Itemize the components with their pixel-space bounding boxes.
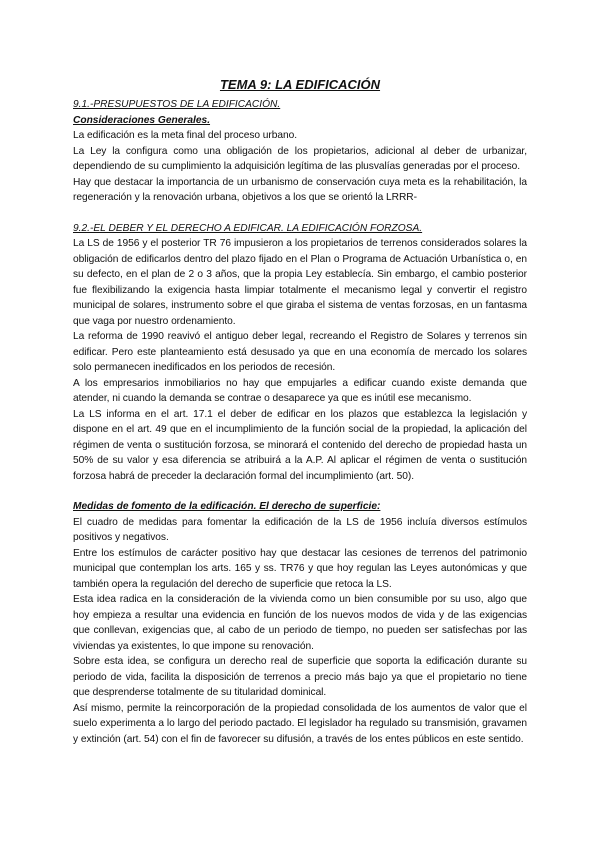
paragraph: La LS de 1956 y el posterior TR 76 impusieron a los propietarios de terrenos considerados solares la obligación de edificarlos dentro del plazo fijado en el Plan o Programa de Actuación Urbanística o, en su defecto, en el plan de 2 o 3 años, que la propia Ley establecía. Sin embargo, el cambio posterior fue flexibilizando la exigencia hasta limpiar totalmente el mecanismo legal y convertir el registro municipal de solares, instrumento sobre el que giraba el sistema de ventas forzosas, en un fantasma que vaga por nuestro ordenamiento. <box>73 238 527 327</box>
page-title: TEMA 9: LA EDIFICACIÓN <box>219 77 381 92</box>
document-body <box>73 76 527 747</box>
paragraph: Esta idea radica en la consideración de la vivienda como un bien consumible por su uso, algo que hoy empieza a resultar una evidencia en función de los nuevos modos de vida y de las exigencias que conllevan, exigencias que, al cabo de un periodo de tiempo, no pueden ser satisfechas por las viviendas ya existentes, lo que impone su renovación. <box>73 594 527 652</box>
subheading-medidas-fomento: Medidas de fomento de la edificación. El derecho de superficie: <box>73 501 381 512</box>
spacer <box>73 206 527 221</box>
paragraph: Entre los estímulos de carácter positivo hay que destacar las cesiones de terrenos del patrimonio municipal que contemplan los arts. 165 y ss. TR76 y que hoy regulan las Leyes autonómicas y que también opera la regulación del derecho de superficie que retoca la LS. <box>73 547 527 590</box>
paragraph: La LS informa en el art. 17.1 el deber de edificar en los plazos que establezca la legislación y dispone en el art. 49 que en el incumplimiento de la función social de la propiedad, la aplicación del régimen de venta o sustitución forzosa, se minorará el contenido del derecho de propiedad hasta un 50% de su valor y esa diferencia se atribuirá a la A.P. Al aplicar el régimen de venta o sustitución forzosa habrá de preceder la declaración formal del incumplimiento (art. 50). <box>73 408 527 482</box>
paragraph: A los empresarios inmobiliarios no hay que empujarles a edificar cuando existe demanda que atender, ni cuando la demanda se contrae o desaparece ya que es inútil ese mecanismo. <box>73 377 527 404</box>
subheading-consideraciones: Consideraciones Generales. <box>73 114 211 126</box>
paragraph: Hay que destacar la importancia de un urbanismo de conservación cuya meta es la rehabilitación, la regeneración y la renovación urbana, objetivos a los que se orientó la LRRR- <box>73 176 527 203</box>
paragraph: La reforma de 1990 reavivó el antiguo deber legal, recreando el Registro de Solares y terrenos sin edificar. Pero este planteamiento está desusado ya que en una economía de mercado los solares solo permanecen inedificados en los periodos de recesión. <box>73 331 527 373</box>
paragraph: La Ley la configura como una obligación de los propietarios, adicional al deber de urbanizar, dependiendo de su cumplimiento la adquisición legítima de las plusvalías generadas por el proceso. <box>73 145 527 172</box>
paragraph: El cuadro de medidas para fomentar la edificación de la LS de 1956 incluía diversos estímulos positivos y negativos. <box>73 516 527 543</box>
section-heading-9-1: 9.1.-PRESUPUESTOS DE LA EDIFICACIÓN. <box>73 99 281 110</box>
paragraph: Así mismo, permite la reincorporación de la propiedad consolidada de los aumentos de valor que el suelo experimenta a lo largo del periodo pactado. El legislador ha regulado su transmisión, gravamen y extinción (art. 54) con el fin de favorecer su difusión, a través de los entes públicos en este sentido. <box>73 702 527 745</box>
spacer <box>73 484 527 499</box>
paragraph: La edificación es la meta final del proceso urbano. <box>73 130 297 141</box>
paragraph: Sobre esta idea, se configura un derecho real de superficie que soporta la edificación durante su periodo de vida, facilita la disposición de terrenos a precio más bajo ya que el propietario no tiene que desprenderse totalmente de su titularidad dominical. <box>73 656 527 698</box>
section-heading-9-2: 9.2.-EL DEBER Y EL DERECHO A EDIFICAR. LA EDIFICACIÓN FORZOSA. <box>73 222 423 234</box>
